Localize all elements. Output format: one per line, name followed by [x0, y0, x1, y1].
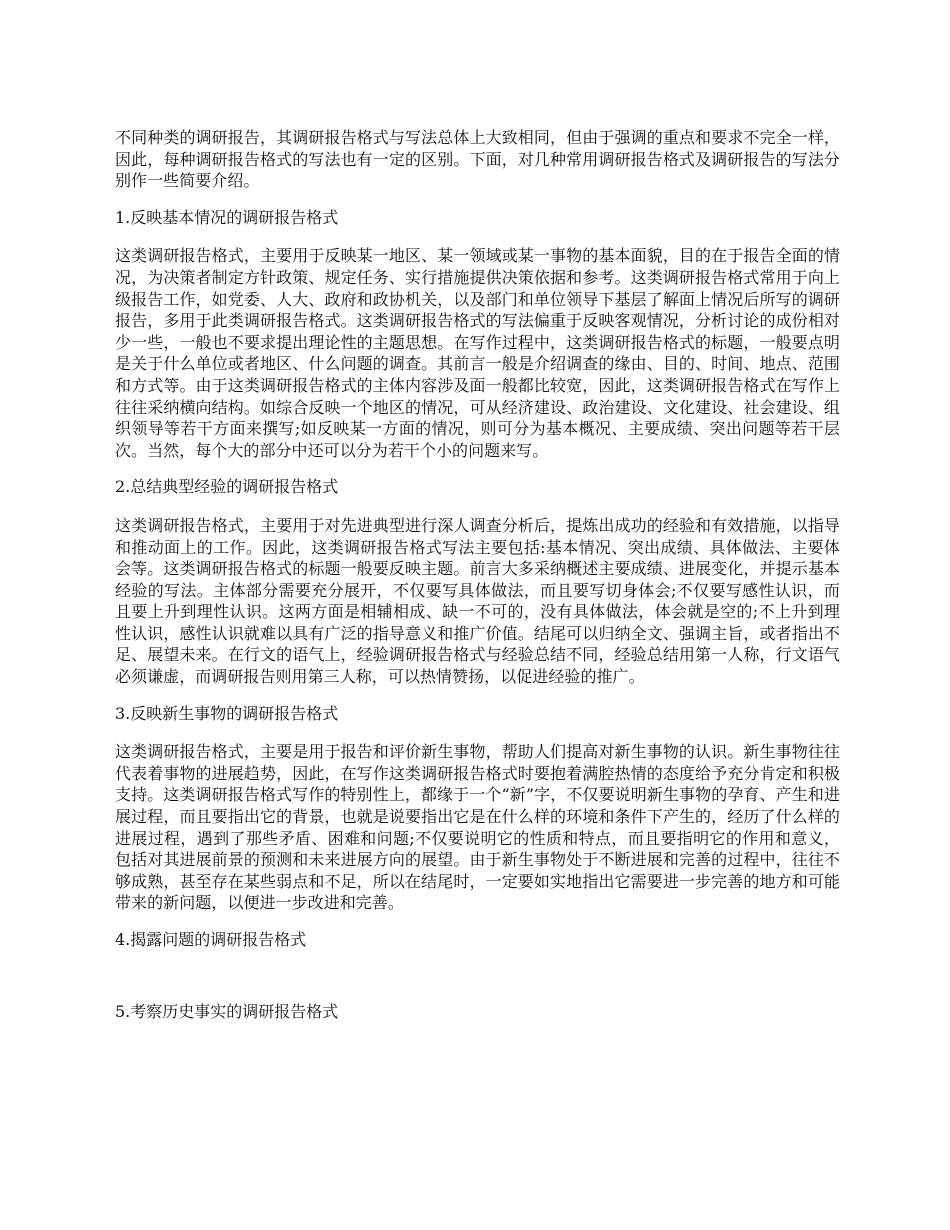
section-3-heading: 3.反映新生事物的调研报告格式 [115, 703, 339, 723]
section-2-body: 这类调研报告格式，主要用于对先进典型进行深人调查分析后，提炼出成功的经验和有效措施，以指导和推动面上的工作。因此，这类调研报告格式写法主要包括:基本情况、突出成绩、具体做法、主要体会等。这类调研报告格式的标题一般要反映主题。前言大多采纳概述主要成绩、进展变化，并提示基本经验的写法。主体部分需要充分展开，不仅要写具体做法，而且要写切身体会;不仅要写感性认识，而且要上升到理性认识。这两方面是相辅相成、缺一不可的，没有具体做法，体会就是空的;不上升到理性认识，感性认识就难以具有广泛的指导意义和推广价值。结尾可以归纳全文、强调主旨，或者指出不足、展望未来。在行文的语气上，经验调研报告格式与经验总结不同，经验总结用第一人称，行文语气必须谦虚，而调研报告则用第三人称，可以热情赞扬，以促进经验的推广。 [115, 515, 840, 687]
document-page [115, 127, 840, 1022]
section-5-heading: 5.考察历史事实的调研报告格式 [115, 1001, 339, 1021]
section-3-body: 这类调研报告格式，主要是用于报告和评价新生事物，帮助人们提高对新生事物的认识。新生事物往往代表着事物的进展趋势，因此，在写作这类调研报告格式时要抱着满腔热情的态度给予充分肯定和积极支持。这类调研报告格式写作的特别性上，都缘于一个“新”字，不仅要说明新生事物的孕育、产生和进展过程，而且要指出它的背景，也就是说要指出它是在什么样的环境和条件下产生的，经历了什么样的进展过程，遇到了那些矛盾、困难和问题;不仅要说明它的性质和特点，而且要指明它的作用和意义，包括对其进展前景的预测和未来进展方向的展望。由于新生事物处于不断进展和完善的过程中，往往不够成熟，甚至存在某些弱点和不足，所以在结尾时，一定要如实地指出它需要进一步完善的地方和可能带来的新问题，以便进一步改进和完善。 [115, 742, 840, 913]
section-2-heading: 2.总结典型经验的调研报告格式 [115, 477, 339, 497]
section-1-body: 这类调研报告格式，主要用于反映某一地区、某一领域或某一事物的基本面貌，目的在于报告全面的情况，为决策者制定方针政策、规定任务、实行措施提供决策依据和参考。这类调研报告格式常用于向上级报告工作，如党委、人大、政府和政协机关，以及部门和单位领导下基层了解面上情况后所写的调研报告，多用于此类调研报告格式。这类调研报告格式的写法偏重于反映客观情况，分析讨论的成份相对少一些，一般也不要求提出理论性的主题思想。在写作过程中，这类调研报告格式的标题，一般要点明是关于什么单位或者地区、什么问题的调查。其前言一般是介绍调查的缘由、目的、时间、地点、范围和方式等。由于这类调研报告格式的主体内容涉及面一般都比较宽，因此，这类调研报告格式在写作上往往采纳横向结构。如综合反映一个地区的情况，可从经济建设、政治建设、文化建设、社会建设、组织领导等若干方面来撰写;如反映某一方面的情况，则可分为基本概况、主要成绩、突出问题等若干层次。当然，每个大的部分中还可以分为若干个小的问题来写。 [115, 246, 840, 460]
section-1-heading: 1.反映基本情况的调研报告格式 [115, 207, 339, 227]
intro-paragraph: 不同种类的调研报告，其调研报告格式与写法总体上大致相同，但由于强调的重点和要求不完全一样，因此，每种调研报告格式的写法也有一定的区别。下面，对几种常用调研报告格式及调研报告的写法分别作一些简要介绍。 [115, 128, 840, 191]
section-4-heading: 4.揭露问题的调研报告格式 [115, 930, 307, 949]
